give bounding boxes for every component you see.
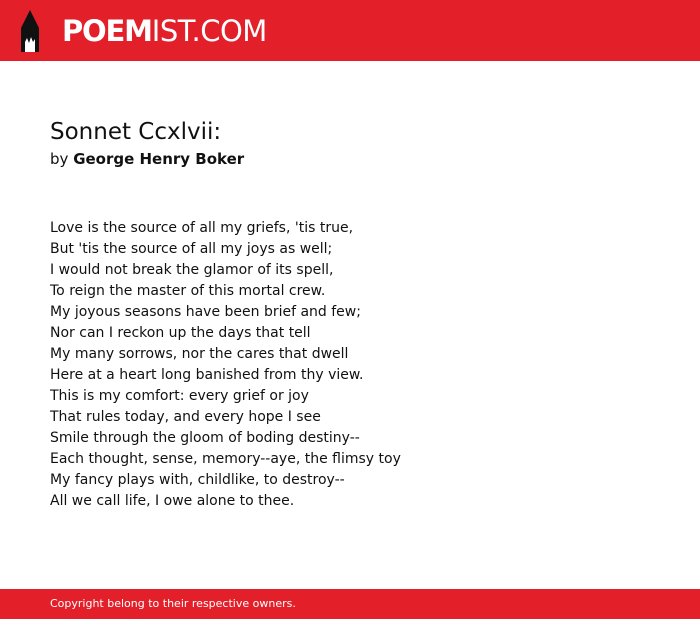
poem-line: My fancy plays with, childlike, to destroy-- [50, 472, 345, 488]
poem-line: That rules today, and every hope I see [50, 409, 321, 425]
poem-text [50, 218, 401, 512]
author-name: George Henry Boker [73, 150, 245, 168]
poem-line: My joyous seasons have been brief and few; [50, 304, 361, 320]
poem-line: But 'tis the source of all my joys as well; [50, 241, 333, 257]
site-logo[interactable] [62, 13, 267, 49]
poem-line: To reign the master of this mortal crew. [50, 283, 326, 299]
poem-line: Love is the source of all my griefs, 'tis true, [50, 220, 354, 236]
poem-line: This is my comfort: every grief or joy [50, 388, 309, 404]
logo-text-strong: POEM [62, 14, 152, 48]
poem-line: Nor can I reckon up the days that tell [50, 325, 311, 341]
site-header [0, 0, 700, 61]
copyright-text: Copyright belong to their respective owners. [50, 597, 296, 610]
pencil-icon[interactable] [18, 10, 42, 52]
by-label: by [50, 150, 69, 168]
poem-line: All we call life, I owe alone to thee. [50, 493, 295, 509]
poem-line: Each thought, sense, memory--aye, the flimsy toy [50, 451, 401, 467]
poem-line: Smile through the gloom of boding destiny-- [50, 430, 360, 446]
poem-line: Here at a heart long banished from thy view. [50, 367, 364, 383]
poem-title: Sonnet Ccxlvii: [50, 119, 222, 145]
byline [50, 149, 244, 169]
site-footer [0, 589, 700, 619]
poem-line: I would not break the glamor of its spell, [50, 262, 334, 278]
poem-line: My many sorrows, nor the cares that dwell [50, 346, 349, 362]
logo-text-light: IST.COM [151, 14, 267, 48]
